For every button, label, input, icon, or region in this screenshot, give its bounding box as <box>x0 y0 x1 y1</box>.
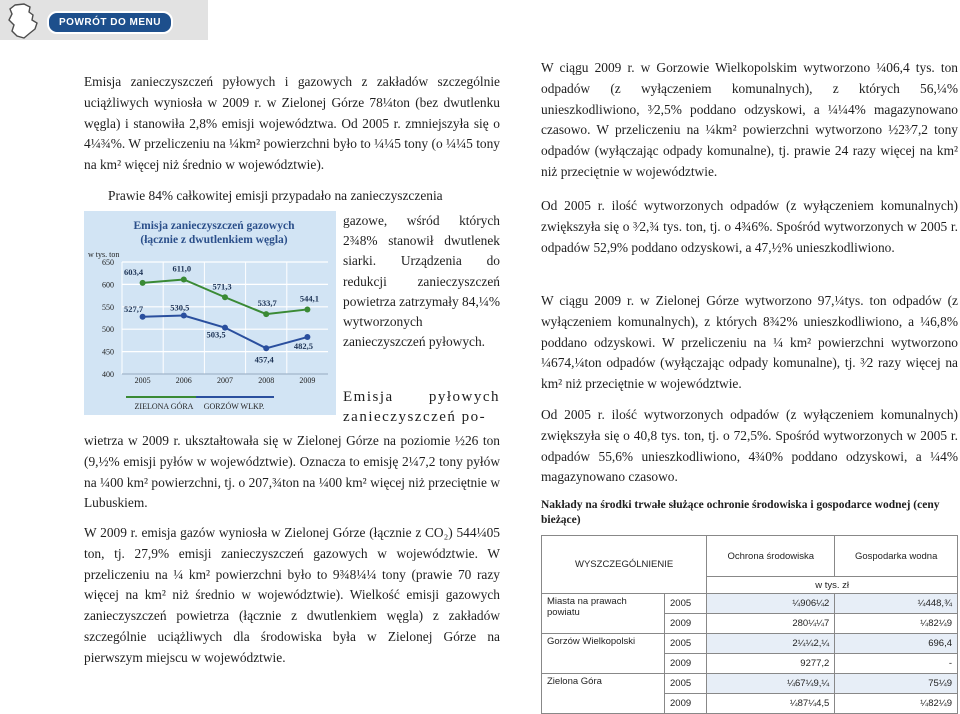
region-map-icon <box>6 3 40 39</box>
y-tick-label: 600 <box>102 280 114 290</box>
gas-emission-paragraph: W 2009 r. emisja gazów wyniosła w Zielonej Górze (łącznie z CO₂) 544¼05 ton, tj. 27,9% emisji zanieczyszczeń gazowych w województwie. W przeliczeniu na ¼ km² powierzchni było to 9¾8¼¼ tony (prawie 70 razy więcej na km² niż średnio w województwie). Wielkość emisji gazowych zanieczyszczeń powietrza (łącznie z dwutlenkiem węgla) z zakładów szczególnie uciążliwych dla środowiska była w Zielonej Górze na pierwszym miejscu w województwie. <box>84 525 500 665</box>
waste-zielona-paragraph: W ciągu 2009 r. w Zielonej Górze wytworzono 97,¼tys. ton odpadów (z wyłączeniem komunalnych), z których 8¾2% unieszkodliwiono, a ¼6,8% poddano odzyskowi. W przeliczeniu na ¼ km² powierzchni wytworzono ¼674,¼ton odpadów (wyłączając odpady komunalne), tj. ³⁄2 razy więcej na km² niż przeciętnie w województwie. <box>541 293 958 392</box>
data-point <box>181 276 187 282</box>
chart-title: Emisja zanieczyszczeń gazowych <box>133 220 295 232</box>
dust-emission-heading-lead: Emisja pyłowych zanieczyszczeń po- <box>343 389 500 425</box>
cell-environment: 2¼¼2,¼ <box>707 634 835 654</box>
data-point <box>181 313 187 319</box>
gas-pollutants-paragraph: gazowe, wśród których 2¾8% stanowił dwutlenek siarki. Urządzenia do redukcji zanieczyszczeń powietrza zatrzymały 84,¼% wytworzonych zanieczyszczeń pyłowych. <box>343 213 500 350</box>
cell-water: 696,4 <box>835 634 958 654</box>
header-banner <box>0 0 208 40</box>
cell-environment: 9277,2 <box>707 654 835 674</box>
table-row <box>542 594 958 614</box>
data-label: 527,7 <box>124 303 144 314</box>
data-point <box>263 345 269 351</box>
row-year: 2009 <box>665 614 707 634</box>
waste-gorzow-paragraph: W ciągu 2009 r. w Gorzowie Wielkopolskim wytworzono ¼06,4 tys. ton odpadów (z wyłączeniem komunalnych), z których 56,¼% unieszkodliwiono, ³⁄2,5% poddano odzyskowi, a ¼¼4% magazynowano czasowo. W przeliczeniu na ¼km² powierzchni wytworzono ½2³⁄7,2 tony odpadów (wyłączając odpady komunalne), tj. prawie 24 razy więcej na km² niż przeciętnie w województwie. <box>541 60 958 179</box>
row-year: 2005 <box>665 674 707 694</box>
chart-canvas <box>84 211 336 415</box>
chart-ylabel: w tys. ton <box>88 250 120 259</box>
data-label: 530,5 <box>170 302 190 313</box>
cell-water: 75¼9 <box>835 674 958 694</box>
cell-environment: ¼87¼4,5 <box>707 694 835 714</box>
unit-row: w tys. zł <box>707 577 958 594</box>
row-name: Miasta na prawach powiatu <box>542 594 665 634</box>
table-row <box>542 674 958 694</box>
cell-environment: ¼67¼9,¼ <box>707 674 835 694</box>
emission-share-line: Prawie 84% całkowitej emisji przypadało na zanieczyszczenia <box>108 188 443 203</box>
cell-environment: 280¼¼7 <box>707 614 835 634</box>
investment-table <box>541 535 958 714</box>
y-tick-label: 450 <box>102 347 114 357</box>
col-header-item: WYSZCZEGÓLNIENIE <box>542 536 707 594</box>
data-point <box>222 294 228 300</box>
row-name: Zielona Góra <box>542 674 665 714</box>
y-tick-label: 400 <box>102 370 114 379</box>
row-year: 2005 <box>665 634 707 654</box>
data-label: 571,3 <box>212 281 232 292</box>
data-point <box>304 306 310 312</box>
data-point <box>140 314 146 320</box>
x-tick-label: 2005 <box>134 376 151 385</box>
row-year: 2009 <box>665 694 707 714</box>
col-header-water: Gospodarka wodna <box>835 536 958 577</box>
x-tick-label: 2009 <box>299 376 316 385</box>
x-tick-label: 2007 <box>217 376 233 385</box>
waste-zielona-change-paragraph: Od 2005 r. ilość wytworzonych odpadów (z wyłączeniem komunalnych) zwiększyła się o 40,8 tys. ton, tj. o 72,5%. Spośród wytworzonych w 2005 r. odpadów 55,6% unieszkodliwiono, 4¾0% poddano odzyskowi, a ¼4% magazynowano czasowo. <box>541 407 958 485</box>
data-label: 533,7 <box>257 298 277 309</box>
data-label: 611,0 <box>172 263 192 274</box>
chart-subtitle: (łącznie z dwutlenkiem węgla) <box>140 234 288 246</box>
data-label: 482,5 <box>293 341 313 352</box>
row-year: 2005 <box>665 594 707 614</box>
cell-water: ¼82¼9 <box>835 614 958 634</box>
legend-label: GORZÓW WLKP. <box>203 402 265 411</box>
data-point <box>140 280 146 286</box>
cell-water: ¼82¼9 <box>835 694 958 714</box>
back-to-menu-button[interactable]: POWRÓT DO MENU <box>47 11 173 34</box>
emission-intro-paragraph: Emisja zanieczyszczeń pyłowych i gazowych z zakładów szczególnie uciążliwych wyniosła w 2009 r. w Zielonej Górze 78¼ton (bez dwutlenku węgla) i stanowiła 2,8% emisji województwa. Od 2005 r. zmniejszyła się o 4¼¾%. W przeliczeniu na ¼km² powierzchni było to ¼¼5 tony (o ¼¼5 tony na km² więcej niż średnio w województwie). <box>84 74 500 173</box>
y-tick-label: 650 <box>102 258 114 267</box>
data-label: 503,5 <box>206 329 226 340</box>
data-point <box>263 311 269 317</box>
data-point <box>304 334 310 340</box>
gas-emission-chart <box>84 211 336 415</box>
y-tick-label: 550 <box>102 302 114 312</box>
y-tick-label: 500 <box>102 325 114 335</box>
waste-gorzow-change-paragraph: Od 2005 r. ilość wytworzonych odpadów (z wyłączeniem komunalnych) zwiększyła się o ³⁄2,¾ tys. ton, tj. o 4¾6%. Spośród wytworzonych w 2005 r. odpadów 52,9% poddano odzyskowi, a 47,½% unieszkodliwiono. <box>541 198 958 255</box>
cell-environment: ¼906¼2 <box>707 594 835 614</box>
x-tick-label: 2006 <box>175 376 192 385</box>
legend-label: ZIELONA GÓRA <box>134 402 194 411</box>
investment-table-title: Nakłady na środki trwałe służące ochronie środowiska i gospodarce wodnej (ceny bieżące) <box>541 499 940 526</box>
cell-water: - <box>835 654 958 674</box>
dust-emission-paragraph: wietrza w 2009 r. ukształtowała się w Zielonej Górze na poziomie ½26 ton (9,½% emisji pyłów w województwie). Oznacza to emisję 2¼7,2 tony pyłów na ¼00 km² powierzchni, tj. o 207,¾ton na ¼00 km² więcej niż przeciętnie w Lubuskiem. <box>84 433 500 511</box>
row-year: 2009 <box>665 654 707 674</box>
cell-water: ¼448,¾ <box>835 594 958 614</box>
data-label: 603,4 <box>124 266 144 277</box>
data-label: 457,4 <box>254 354 274 365</box>
row-name: Gorzów Wielkopolski <box>542 634 665 674</box>
data-label: 544,1 <box>299 293 319 304</box>
col-header-environment: Ochrona środowiska <box>707 536 835 577</box>
x-tick-label: 2008 <box>258 376 275 385</box>
table-row <box>542 634 958 654</box>
